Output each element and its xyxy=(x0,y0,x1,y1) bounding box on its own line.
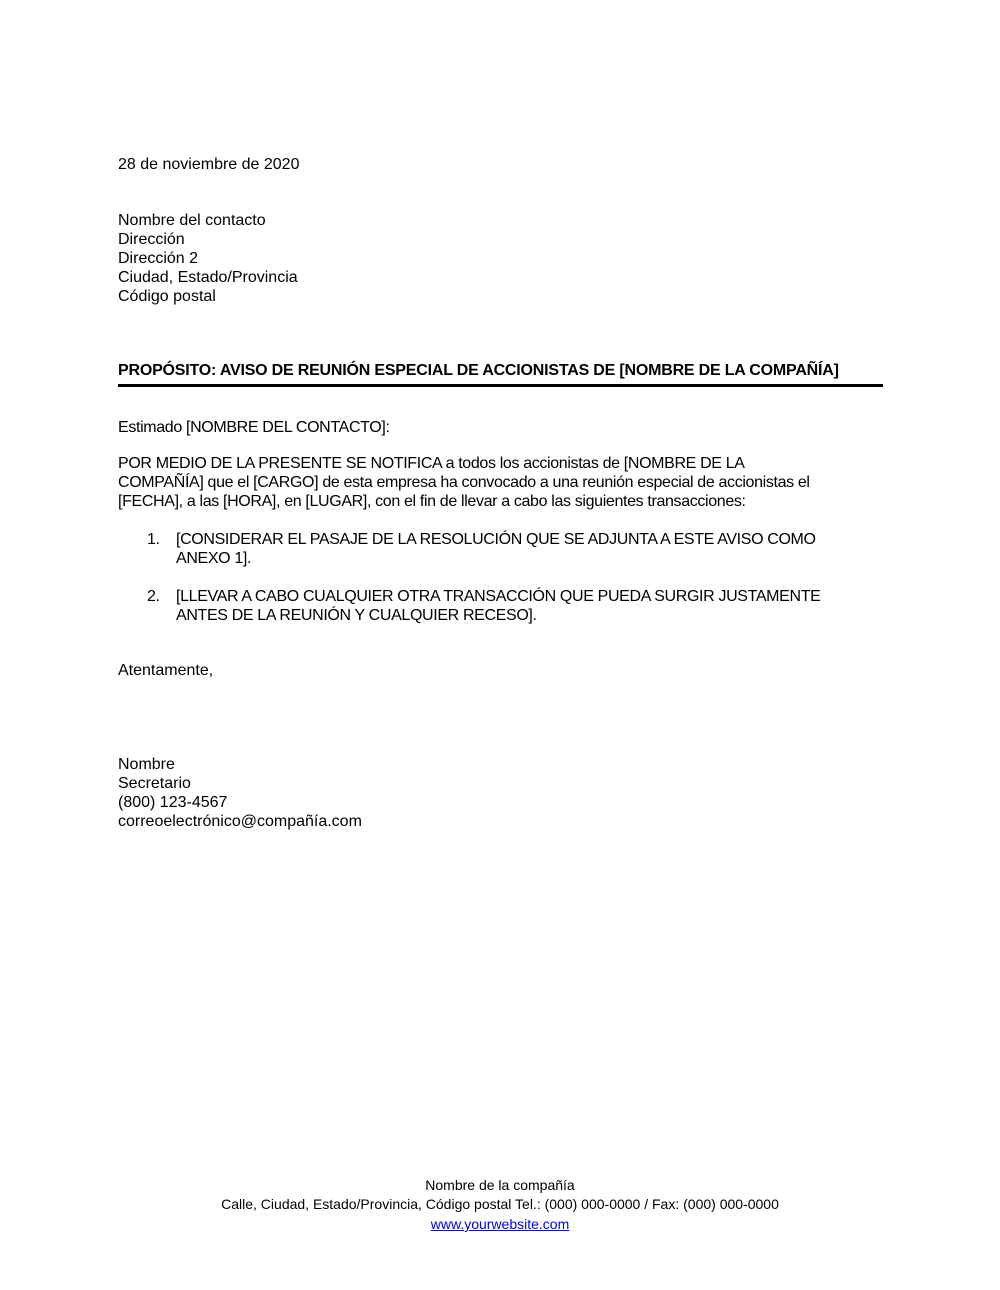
recipient-city-state: Ciudad, Estado/Provincia xyxy=(118,269,298,286)
recipient-name: Nombre del contacto xyxy=(118,212,266,229)
footer-address: Calle, Ciudad, Estado/Provincia, Código postal Tel.: (000) 000-0000 / Fax: (000) 000-0000 xyxy=(221,1196,779,1212)
salutation: Estimado [NOMBRE DEL CONTACTO]: xyxy=(118,419,390,436)
list-number: 1. xyxy=(147,531,160,548)
signature-title: Secretario xyxy=(118,775,191,792)
footer-company-name: Nombre de la compañía xyxy=(425,1177,575,1193)
body-paragraph xyxy=(118,454,898,511)
subject-divider xyxy=(118,384,883,387)
list-text: ANEXO 1]. xyxy=(176,550,252,567)
subject-line: PROPÓSITO: AVISO DE REUNIÓN ESPECIAL DE ACCIONISTAS DE [NOMBRE DE LA COMPAÑÍA] xyxy=(118,362,839,379)
recipient-address1: Dirección xyxy=(118,231,185,248)
body-line: COMPAÑÍA] que el [CARGO] de esta empresa ha convocado a una reunión especial de accionistas el xyxy=(118,474,810,491)
recipient-postal-code: Código postal xyxy=(118,288,216,305)
letter-date: 28 de noviembre de 2020 xyxy=(118,156,300,173)
signature-phone: (800) 123-4567 xyxy=(118,794,228,811)
signature-name: Nombre xyxy=(118,756,175,773)
list-number: 2. xyxy=(147,588,160,605)
closing: Atentamente, xyxy=(118,662,214,679)
body-line: POR MEDIO DE LA PRESENTE SE NOTIFICA a todos los accionistas de [NOMBRE DE LA xyxy=(118,455,745,472)
list-text: [LLEVAR A CABO CUALQUIER OTRA TRANSACCIÓN QUE PUEDA SURGIR JUSTAMENTE xyxy=(176,588,821,605)
body-line: [FECHA], a las [HORA], en [LUGAR], con el fin de llevar a cabo las siguientes transacciones: xyxy=(118,493,746,510)
list-text: ANTES DE LA REUNIÓN Y CUALQUIER RECESO]. xyxy=(176,607,537,624)
signature-email: correoelectrónico@compañía.com xyxy=(118,813,362,830)
footer-website-link[interactable]: www.yourwebsite.com xyxy=(430,1216,570,1232)
recipient-address2: Dirección 2 xyxy=(118,250,199,267)
list-text: [CONSIDERAR EL PASAJE DE LA RESOLUCIÓN QUE SE ADJUNTA A ESTE AVISO COMO xyxy=(176,531,816,548)
